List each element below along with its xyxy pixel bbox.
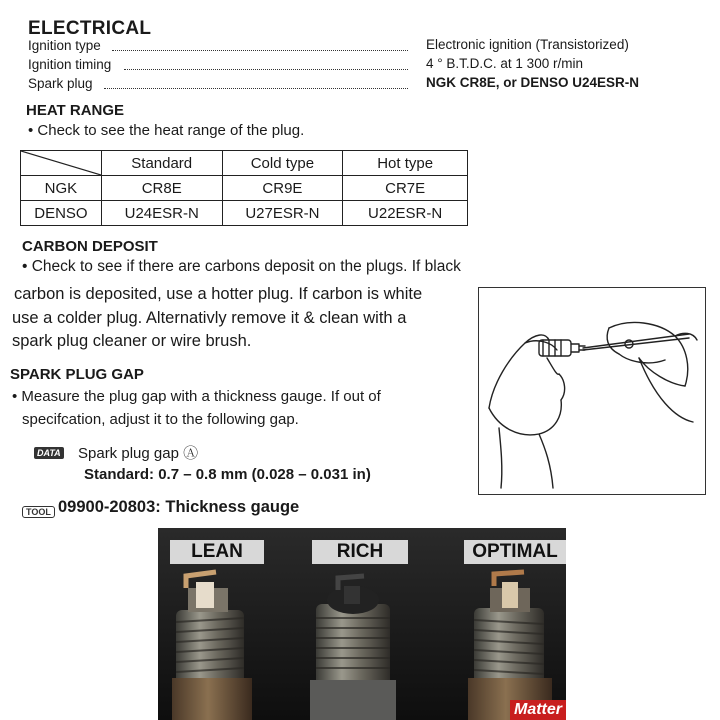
spec-label-spark-plug: Spark plug bbox=[28, 76, 93, 91]
heat-range-instruction: • Check to see the heat range of the plug. bbox=[28, 122, 305, 139]
dot-leader bbox=[112, 50, 408, 51]
row-brand: DENSO bbox=[21, 201, 102, 226]
tool-badge: TOOL bbox=[22, 506, 55, 518]
header-cold-type: Cold type bbox=[222, 151, 343, 176]
carbon-text-line: carbon is deposited, use a hotter plug. If carbon is white bbox=[14, 285, 423, 303]
spec-value-ignition-timing: 4 ° B.T.D.C. at 1 300 r/min bbox=[426, 56, 583, 71]
electrical-title: ELECTRICAL bbox=[28, 18, 152, 39]
diagonal-line bbox=[21, 151, 101, 175]
cell-value: CR8E bbox=[101, 176, 222, 201]
spark-plug-gap-label: Spark plug gap Ⓐ bbox=[78, 445, 199, 462]
lean-label: LEAN bbox=[170, 540, 264, 564]
carbon-text-line: use a colder plug. Alternativly remove it & clean with a bbox=[12, 309, 407, 327]
tool-number: 09900-20803: bbox=[58, 498, 161, 516]
header-standard: Standard bbox=[101, 151, 222, 176]
cell-value: U27ESR-N bbox=[222, 201, 343, 226]
hand-gauge-drawing bbox=[479, 288, 705, 494]
spec-label-ignition-type: Ignition type bbox=[28, 38, 101, 53]
carbon-text-line: spark plug cleaner or wire brush. bbox=[12, 332, 252, 350]
table-row bbox=[21, 176, 468, 201]
row-brand: NGK bbox=[21, 176, 102, 201]
heat-range-table bbox=[20, 150, 468, 226]
spec-value-spark-plug: NGK CR8E, or DENSO U24ESR-N bbox=[426, 75, 640, 90]
standard-row bbox=[84, 466, 371, 483]
gap-text-line: specifcation, adjust it to the following gap. bbox=[22, 411, 299, 428]
tool-badge-icon bbox=[22, 502, 55, 520]
table-corner-cell bbox=[21, 151, 102, 176]
spec-value-ignition-type: Electronic ignition (Transistorized) bbox=[426, 37, 629, 52]
spec-label-ignition-timing: Ignition timing bbox=[28, 57, 112, 72]
table-row bbox=[21, 201, 468, 226]
data-badge: DATA bbox=[34, 447, 64, 459]
heat-range-title: HEAT RANGE bbox=[26, 102, 125, 119]
rich-label: RICH bbox=[312, 540, 408, 564]
optimal-label: OPTIMAL bbox=[464, 540, 566, 564]
spark-plug-gap-title: SPARK PLUG GAP bbox=[10, 366, 144, 383]
header-hot-type: Hot type bbox=[343, 151, 468, 176]
dot-leader bbox=[104, 88, 408, 89]
data-badge-icon bbox=[34, 443, 64, 461]
standard-value: 0.7 – 0.8 mm (0.028 – 0.031 in) bbox=[158, 466, 371, 483]
cell-value: CR7E bbox=[343, 176, 468, 201]
cell-value: U24ESR-N bbox=[101, 201, 222, 226]
tool-name: Thickness gauge bbox=[165, 498, 300, 516]
cell-value: U22ESR-N bbox=[343, 201, 468, 226]
gap-measurement-illustration bbox=[478, 287, 706, 495]
tool-row bbox=[58, 498, 299, 517]
spark-plug-comparison-photo bbox=[158, 528, 566, 720]
carbon-deposit-title: CARBON DEPOSIT bbox=[22, 238, 158, 255]
cell-value: CR9E bbox=[222, 176, 343, 201]
dot-leader bbox=[124, 69, 408, 70]
carbon-text-line: • Check to see if there are carbons deposit on the plugs. If black bbox=[22, 258, 461, 275]
watermark: Matter bbox=[510, 700, 566, 720]
standard-label: Standard: bbox=[84, 466, 155, 483]
gap-text-line: • Measure the plug gap with a thickness gauge. If out of bbox=[12, 388, 381, 405]
